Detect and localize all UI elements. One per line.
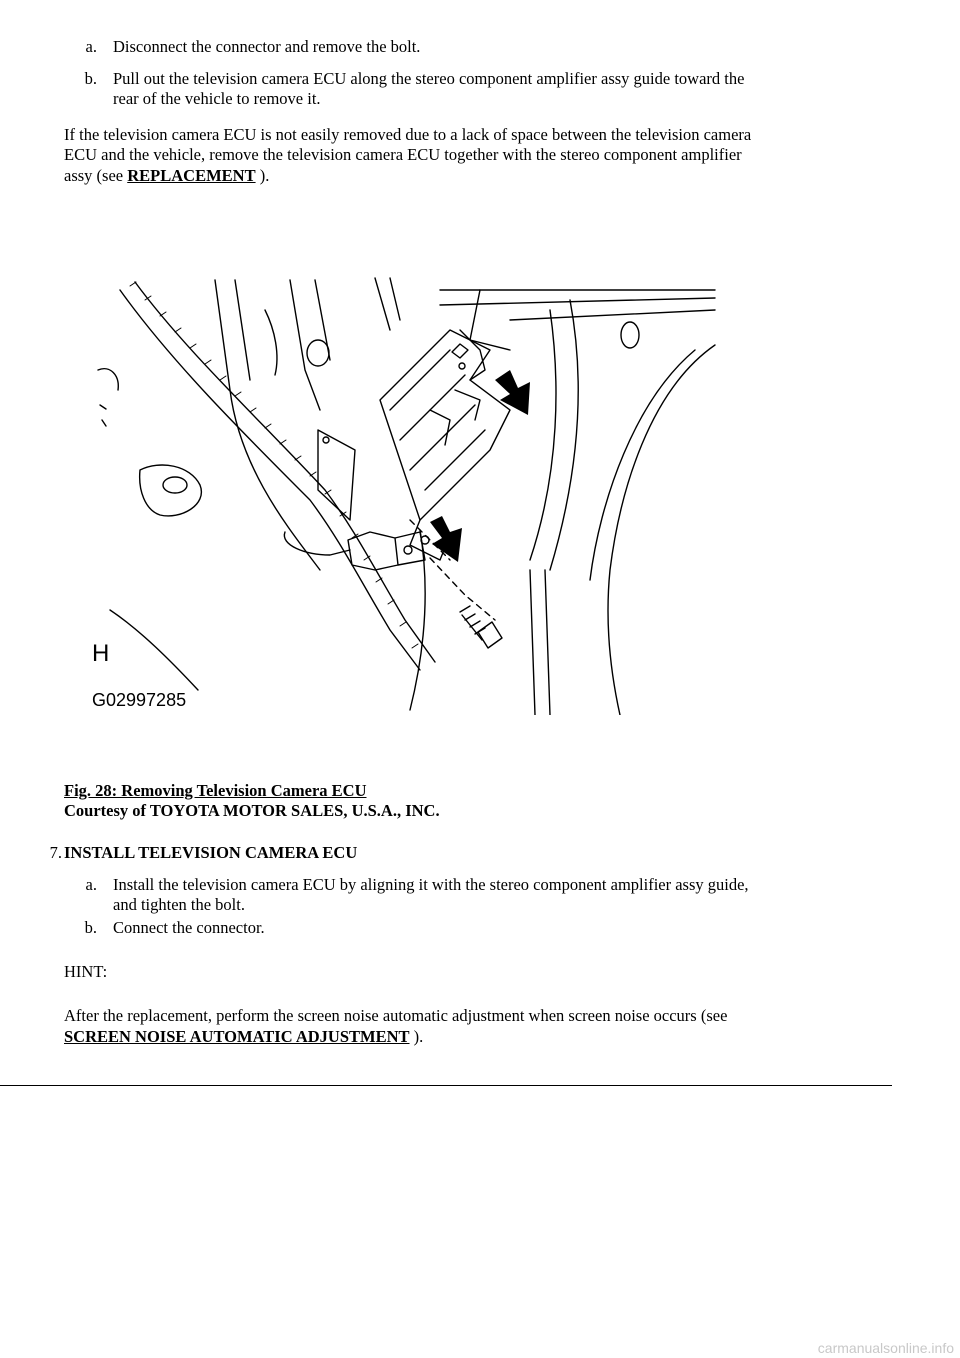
note-line-1: If the television camera ECU is not easily removed due to a lack of space between the television camera — [64, 125, 752, 144]
hint-label: HINT: — [64, 962, 108, 981]
note-line-3-prefix: assy (see — [64, 166, 128, 185]
figure-caption-link[interactable]: Fig. 28: Removing Television Camera ECU — [64, 781, 367, 800]
section-title: INSTALL TELEVISION CAMERA ECU — [64, 843, 358, 862]
install-step-marker-b: b. — [84, 918, 97, 937]
note-line-3-suffix: ). — [255, 166, 270, 185]
hint-suffix: ). — [409, 1027, 424, 1046]
install-step-text-a-line2: and tighten the bolt. — [113, 895, 245, 914]
hint-line-2 — [64, 1027, 423, 1047]
hint-line-1: After the replacement, perform the screen noise automatic adjustment when screen noise occurs (see — [64, 1006, 728, 1025]
ecu-removal-drawing — [90, 270, 720, 715]
install-step-text-b: Connect the connector. — [113, 918, 265, 937]
screen-noise-adjustment-link[interactable]: SCREEN NOISE AUTOMATIC ADJUSTMENT — [64, 1027, 410, 1046]
figure-code: G02997285 — [92, 690, 187, 710]
step-marker-b: b. — [84, 69, 97, 88]
install-step-marker-a: a. — [85, 875, 97, 894]
note-line-2: ECU and the vehicle, remove the television camera ECU together with the stereo component amplifier — [64, 145, 742, 164]
replacement-link[interactable]: REPLACEMENT — [127, 166, 256, 185]
step-text-a: Disconnect the connector and remove the bolt. — [113, 37, 421, 56]
install-step-text-a-line1: Install the television camera ECU by aligning it with the stereo component amplifier assy guide, — [113, 875, 749, 894]
figure-illustration — [90, 270, 720, 715]
note-line-3 — [64, 166, 269, 186]
page-divider — [0, 1085, 892, 1086]
site-watermark: carmanualsonline.info — [817, 1340, 954, 1356]
step-text-b-line1: Pull out the television camera ECU along the stereo component amplifier assy guide toward the — [113, 69, 745, 88]
section-number: 7. — [49, 843, 62, 862]
step-marker-a: a. — [85, 37, 97, 56]
step-text-b-line2: rear of the vehicle to remove it. — [113, 89, 321, 108]
figure-courtesy: Courtesy of TOYOTA MOTOR SALES, U.S.A., INC. — [64, 801, 440, 820]
view-letter: H — [92, 640, 110, 667]
